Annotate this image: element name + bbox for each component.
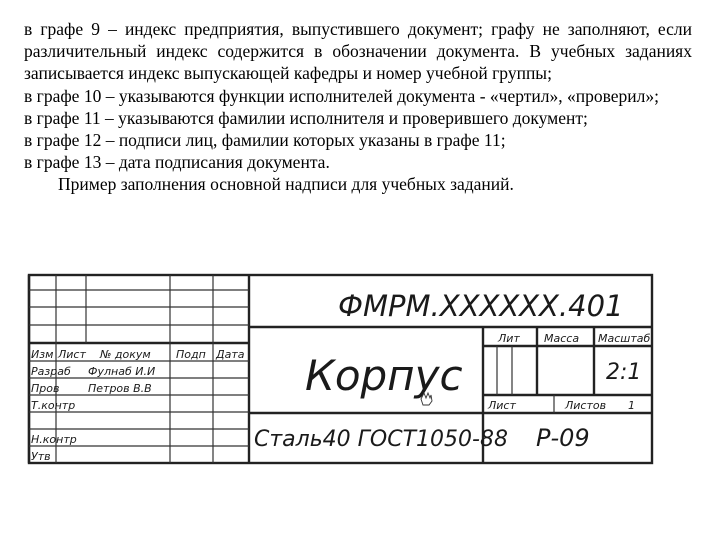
header-list: Лист <box>58 348 86 361</box>
paragraph-graph-10: в графе 10 – указываются функции исполнителей документа - «чертил», «проверил»; <box>24 85 659 106</box>
paragraph-graph-13: в графе 13 – дата подписания документа. <box>24 152 330 173</box>
role-razrab: Разраб <box>31 365 71 378</box>
paragraph-graph-12: в графе 12 – подписи лиц, фамилии которых указаны в графе 11; <box>24 130 506 151</box>
header-lit: Лит <box>498 332 520 345</box>
paragraph-graph-9: в графе 9 – индекс предприятия, выпустившего документ; графу не заполняют, если различительный индекс содержится в обозначении документа. В учебных заданиях записывается индекс выпускающей кафедры и номер учебной группы; <box>24 19 692 84</box>
product-name: Корпус <box>305 351 463 400</box>
name-prov: Петров В.В <box>88 382 152 395</box>
sheets-value: 1 <box>628 399 635 412</box>
material-designation: Сталь40 ГОСТ1050-88 <box>254 427 508 452</box>
role-nkontr: Н.контр <box>31 433 77 446</box>
role-tkontr: Т.контр <box>31 399 76 412</box>
header-doc-no: № докум <box>100 348 151 361</box>
role-prov: Пров <box>31 382 60 395</box>
role-utv: Утв <box>31 450 51 463</box>
header-sign: Подп <box>176 348 206 361</box>
document-designation: ФМРМ.ХХХХХХ.401 <box>338 289 624 323</box>
header-sheets: Листов <box>565 399 607 412</box>
header-izm: Изм <box>31 348 54 361</box>
header-sheet: Лист <box>488 399 516 412</box>
organization-code: Р-09 <box>536 424 590 452</box>
scale-value: 2:1 <box>606 360 642 385</box>
name-razrab: Фулнаб И.И <box>88 365 156 378</box>
header-mass: Масса <box>544 332 580 345</box>
header-date: Дата <box>216 348 245 361</box>
paragraph-graph-11: в графе 11 – указываются фамилии исполнителя и проверившего документ; <box>24 107 588 128</box>
figure-caption: Пример заполнения основной надписи для учебных заданий. <box>58 174 514 195</box>
header-scale: Масштаб <box>598 332 651 345</box>
